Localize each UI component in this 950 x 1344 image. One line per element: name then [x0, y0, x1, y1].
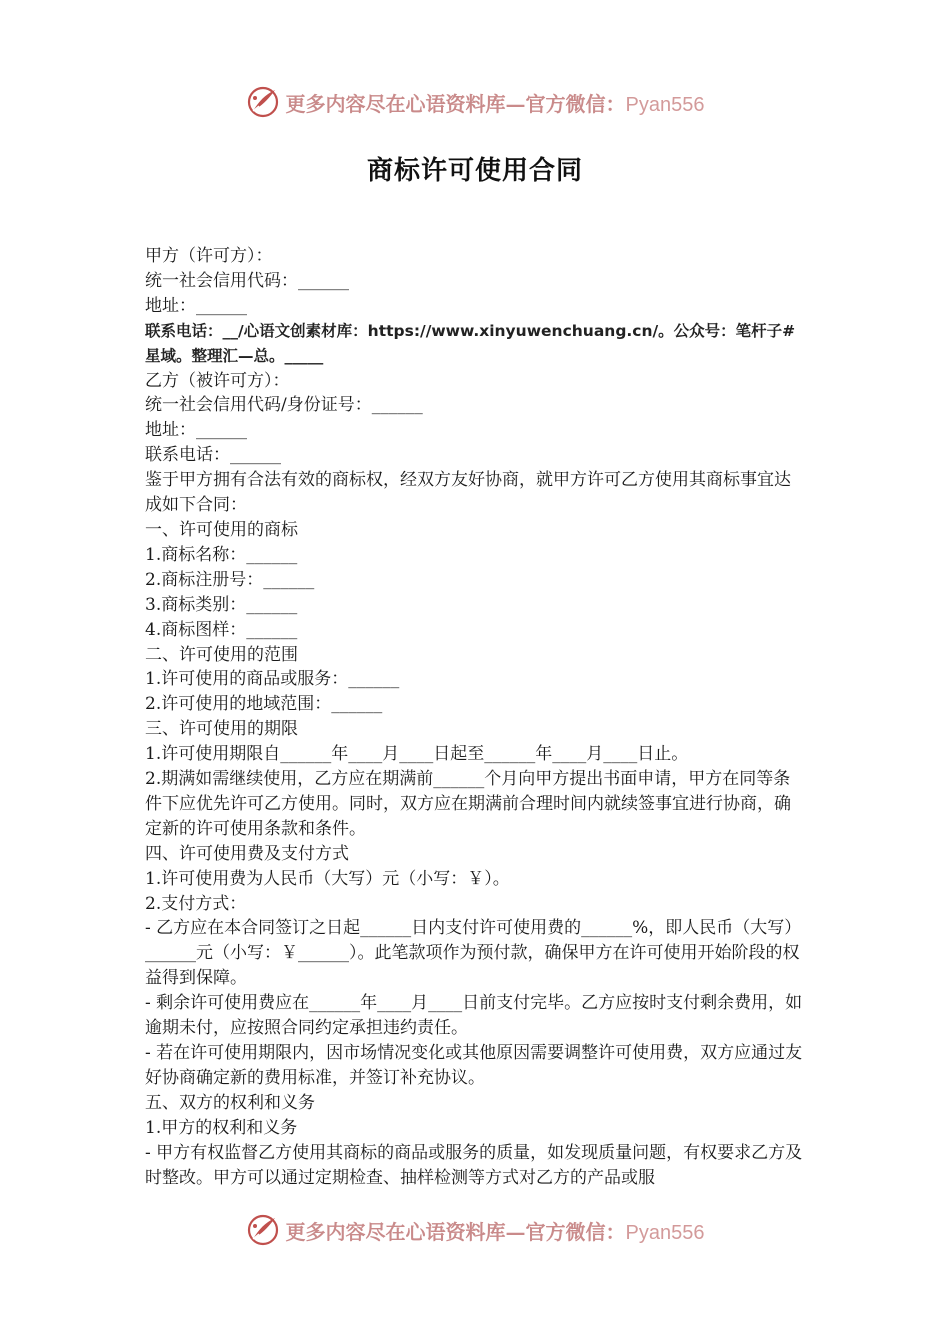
preamble: 鉴于甲方拥有合法有效的商标权，经双方友好协商，就甲方许可乙方使用其商标事宜达成如下合同：	[145, 470, 791, 516]
party-a-heading: 甲方（许可方）：	[145, 246, 273, 266]
quill-logo-icon	[246, 1213, 280, 1247]
section-2-heading: 二、许可使用的范围	[145, 644, 298, 665]
footer-banner	[0, 1208, 950, 1252]
contract-body	[145, 244, 807, 1190]
party-a-phone-watermark: 联系电话：__/心语文创素材库：https://www.xinyuwenchuang.cn/。公众号：笔杆子#星域。整理汇—总。_____	[145, 321, 796, 365]
party-b-credit-code: 统一社会信用代码/身份证号：______	[145, 395, 423, 416]
trademark-image: 4.商标图样：______	[145, 619, 298, 640]
payment-advance: - 乙方应在本合同签订之日起______日内支付许可使用费的______%，即人民币（大写）______元（小写：￥______）。此笔款项作为预付款，确保甲方在许可使用开始阶段的权益得到保障。	[145, 918, 802, 989]
trademark-class: 3.商标类别：______	[145, 594, 298, 615]
section-3-heading: 三、许可使用的期限	[145, 719, 298, 740]
payment-balance: - 剩余许可使用费应在______年____月____日前支付完毕。乙方应按时支付剩余费用，如逾期未付，应按照合同约定承担违约责任。	[145, 993, 803, 1039]
party-b-heading: 乙方（被许可方）：	[145, 370, 290, 391]
banner-text: 更多内容尽在心语资料库—官方微信：Pyan556	[285, 1219, 705, 1244]
section-1-heading: 一、许可使用的商标	[145, 519, 298, 540]
party-a-credit-code: 统一社会信用代码：______	[145, 270, 349, 291]
quill-logo-icon	[246, 85, 280, 119]
party-a-address: 地址：______	[145, 295, 247, 316]
trademark-name: 1.商标名称：______	[145, 544, 298, 565]
license-renewal: 2.期满如需继续使用，乙方应在期满前______个月向甲方提出书面申请，甲方在同等条件下应优先许可乙方使用。同时，双方应在期满前合理时间内就续签事宜进行协商，确定新的许可使用条款和条件。	[145, 769, 791, 839]
licensed-territory: 2.许可使用的地域范围：______	[145, 694, 383, 715]
party-b-phone: 联系电话：______	[145, 445, 281, 466]
trademark-reg-number: 2.商标注册号：______	[145, 569, 315, 590]
license-fee: 1.许可使用费为人民币（大写）元（小写：￥）。	[145, 868, 510, 889]
party-a-rights-heading: 1.甲方的权利和义务	[145, 1117, 298, 1138]
section-4-heading: 四、许可使用费及支付方式	[145, 843, 349, 864]
payment-method: 2.支付方式：	[145, 893, 247, 914]
header-banner	[0, 80, 950, 124]
license-term: 1.许可使用期限自______年____月____日起至______年____月____日止。	[145, 744, 689, 765]
section-5-heading: 五、双方的权利和义务	[145, 1092, 315, 1113]
party-a-rights-item: - 甲方有权监督乙方使用其商标的商品或服务的质量，如发现质量问题，有权要求乙方及时整改。甲方可以通过定期检查、抽样检测等方式对乙方的产品或服	[145, 1142, 803, 1188]
banner-text: 更多内容尽在心语资料库—官方微信：Pyan556	[285, 91, 705, 116]
licensed-goods: 1.许可使用的商品或服务：______	[145, 669, 400, 690]
payment-adjustment: - 若在许可使用期限内，因市场情况变化或其他原因需要调整许可使用费，双方应通过友好协商确定新的费用标准，并签订补充协议。	[145, 1043, 803, 1088]
page-title: 商标许可使用合同	[366, 156, 583, 186]
party-b-address: 地址：______	[145, 420, 247, 441]
